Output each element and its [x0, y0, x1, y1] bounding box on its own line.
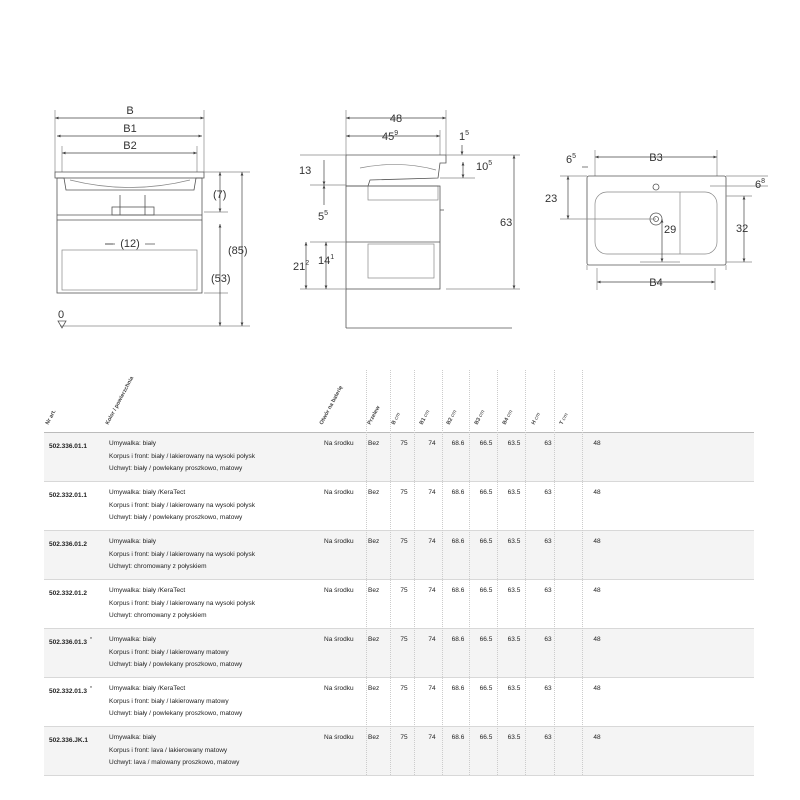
tap-hole-value: Na środku — [324, 440, 354, 447]
b2-value: 68.6 — [451, 734, 465, 741]
h-value: 63 — [544, 636, 552, 643]
overflow-value: Bez — [368, 587, 380, 594]
header-overflow: Przelew — [366, 405, 382, 426]
row-description: Umywalka: biały Korpus i front: biały / lakierowany na wysoki połysk Uchwyt: biały / powlekany proszkowo, matowy — [109, 440, 255, 472]
b1-value: 74 — [428, 587, 436, 594]
b-value: 75 — [400, 489, 408, 496]
h-value: 63 — [544, 587, 552, 594]
row-description: Umywalka: biały Korpus i front: biały / lakierowany na wysoki połysk Uchwyt: chromowany z połyskiem — [109, 538, 255, 570]
b3-value: 66.5 — [479, 440, 493, 447]
front-dim-12: (12) — [120, 238, 140, 250]
b1-value: 74 — [428, 734, 436, 741]
overflow-value: Bez — [368, 538, 380, 545]
b4-value: 63.5 — [507, 685, 521, 692]
b1-value: 74 — [428, 440, 436, 447]
side-dim-10-5: $10^5$ — [476, 160, 493, 173]
header-b2: B2 cm — [445, 409, 459, 426]
front-floor-zero: 0 — [58, 309, 65, 321]
side-dim-63: 63 — [500, 217, 513, 229]
row-description: Umywalka: biały Korpus i front: lava / lakierowany matowy Uchwyt: lava / malowany proszkowo, matowy — [109, 734, 240, 766]
header-b: B cm — [390, 411, 403, 426]
b3-value: 66.5 — [479, 489, 493, 496]
top-dim-6-8: $6^8$ — [755, 178, 766, 191]
top-dim-b3: B3 — [649, 152, 663, 164]
article-number: 502.336.01.1 — [49, 443, 87, 451]
front-dim-53: (53) — [211, 273, 231, 285]
top-dim-32: 32 — [736, 223, 749, 235]
b-value: 75 — [400, 685, 408, 692]
column-separator — [554, 370, 555, 775]
front-dim-7: (7) — [213, 189, 227, 201]
h-value: 63 — [544, 489, 552, 496]
table-row — [44, 727, 754, 776]
t-value: 48 — [593, 636, 601, 643]
tap-hole-value: Na środku — [324, 734, 354, 741]
b2-value: 68.6 — [451, 538, 465, 545]
side-dim-21-2: $21^2$ — [293, 260, 310, 273]
b4-value: 63.5 — [507, 587, 521, 594]
table-body — [44, 433, 754, 776]
front-dim-b2: B2 — [123, 140, 137, 152]
column-separator — [414, 370, 415, 775]
article-number: 502.332.01.2 — [49, 590, 87, 598]
tap-hole-value: Na środku — [324, 489, 354, 496]
front-dim-b1: B1 — [123, 123, 137, 135]
side-dim-48: 48 — [389, 113, 403, 125]
h-value: 63 — [544, 440, 552, 447]
overflow-value: Bez — [368, 489, 380, 496]
technical-drawings — [0, 0, 800, 345]
table-row — [44, 433, 754, 482]
b4-value: 63.5 — [507, 489, 521, 496]
b-value: 75 — [400, 587, 408, 594]
h-value: 63 — [544, 734, 552, 741]
overflow-value: Bez — [368, 734, 380, 741]
column-separator — [582, 370, 583, 775]
t-value: 48 — [593, 685, 601, 692]
table-row — [44, 678, 754, 727]
table-row — [44, 531, 754, 580]
article-number: 502.336.JK.1 — [49, 737, 89, 745]
header-h: H cm — [530, 411, 543, 426]
b3-value: 66.5 — [479, 636, 493, 643]
b2-value: 68.6 — [451, 587, 465, 594]
side-view-drawing — [293, 110, 520, 328]
tap-hole-value: Na środku — [324, 538, 354, 545]
b4-value: 63.5 — [507, 440, 521, 447]
b-value: 75 — [400, 636, 408, 643]
t-value: 48 — [593, 440, 601, 447]
b1-value: 74 — [428, 685, 436, 692]
top-dim-29: 29 — [664, 224, 677, 236]
table-row — [44, 580, 754, 629]
column-separator — [525, 370, 526, 775]
row-description: Umywalka: biały /KeraTect Korpus i front: biały / lakierowany matowy Uchwyt: biały / powlekany proszkowo, matowy — [109, 685, 243, 717]
t-value: 48 — [593, 489, 601, 496]
top-dim-23: 23 — [545, 193, 558, 205]
table-row — [44, 629, 754, 678]
b3-value: 66.5 — [479, 734, 493, 741]
top-dim-6-5: $6^5$ — [566, 153, 577, 166]
column-separator — [390, 370, 391, 775]
specification-table — [44, 370, 754, 776]
tap-hole-value: Na środku — [324, 587, 354, 594]
tap-hole-value: Na środku — [324, 685, 354, 692]
b2-value: 68.6 — [451, 440, 465, 447]
front-dim-85: (85) — [228, 245, 248, 257]
side-dim-5-5: $5^5$ — [318, 210, 329, 223]
b2-value: 68.6 — [451, 636, 465, 643]
article-number: 502.336.01.2 — [49, 541, 87, 549]
header-t: T cm — [558, 412, 570, 426]
front-view-drawing — [55, 105, 250, 328]
overflow-value: Bez — [368, 636, 380, 643]
b-value: 75 — [400, 538, 408, 545]
t-value: 48 — [593, 538, 601, 545]
b3-value: 66.5 — [479, 538, 493, 545]
b4-value: 63.5 — [507, 636, 521, 643]
column-separator — [497, 370, 498, 775]
top-dim-b4: B4 — [649, 277, 663, 289]
side-dim-13: 13 — [299, 165, 312, 177]
b4-value: 63.5 — [507, 538, 521, 545]
b1-value: 74 — [428, 538, 436, 545]
front-dim-b: B — [126, 105, 134, 117]
row-description: Umywalka: biały /KeraTect Korpus i front: biały / lakierowany na wysoki połysk Uchwyt: biały / powlekany proszkowo, matowy — [109, 489, 255, 521]
side-dim-14-1: $14^1$ — [318, 254, 335, 267]
column-separator — [442, 370, 443, 775]
b4-value: 63.5 — [507, 734, 521, 741]
t-value: 48 — [593, 587, 601, 594]
header-color-surface: Kolor / powierzchnia — [104, 375, 136, 426]
header-article-number: Nr art. — [44, 408, 58, 426]
header-b4: B4 cm — [501, 409, 515, 426]
b3-value: 66.5 — [479, 587, 493, 594]
row-description: Umywalka: biały /KeraTect Korpus i front: biały / lakierowany na wysoki połysk Uchwyt: chromowany z połyskiem — [109, 587, 255, 619]
column-separator — [469, 370, 470, 775]
table-row — [44, 482, 754, 531]
h-value: 63 — [544, 538, 552, 545]
table-header — [44, 370, 754, 433]
b2-value: 68.6 — [451, 685, 465, 692]
overflow-value: Bez — [368, 440, 380, 447]
b1-value: 74 — [428, 636, 436, 643]
b1-value: 74 — [428, 489, 436, 496]
row-description: Umywalka: biały Korpus i front: biały / lakierowany matowy Uchwyt: biały / powlekany proszkowo, matowy — [109, 636, 243, 668]
overflow-value: Bez — [368, 685, 380, 692]
top-view-drawing — [545, 150, 768, 290]
b-value: 75 — [400, 440, 408, 447]
tap-hole-value: Na środku — [324, 636, 354, 643]
article-number: 502.332.01.3 * — [49, 686, 92, 696]
column-separator — [366, 370, 367, 775]
b-value: 75 — [400, 734, 408, 741]
article-number: 502.336.01.3 * — [49, 637, 92, 647]
b3-value: 66.5 — [479, 685, 493, 692]
header-b1: B1 cm — [418, 409, 432, 426]
t-value: 48 — [593, 734, 601, 741]
article-number: 502.332.01.1 — [49, 492, 87, 500]
header-tap-hole: Otwór na baterię — [318, 384, 345, 426]
b2-value: 68.6 — [451, 489, 465, 496]
header-b3: B3 cm — [473, 409, 487, 426]
h-value: 63 — [544, 685, 552, 692]
side-dim-1-5: $1^5$ — [459, 130, 470, 143]
side-dim-45-9: $45^9$ — [382, 130, 399, 143]
